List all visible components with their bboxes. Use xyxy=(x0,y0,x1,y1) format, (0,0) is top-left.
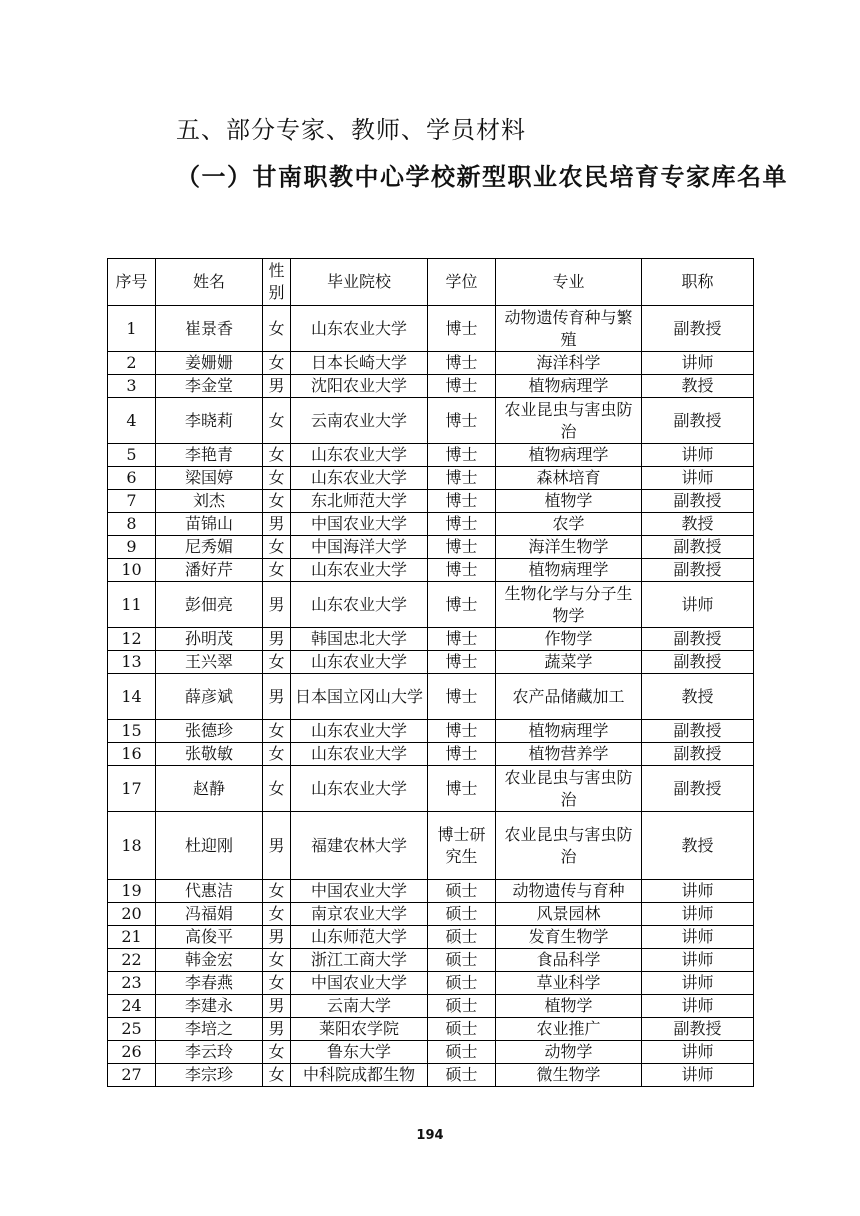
cell-name: 苗锦山 xyxy=(156,513,263,536)
cell-index: 11 xyxy=(108,582,156,628)
cell-gender: 女 xyxy=(263,536,291,559)
cell-name: 梁国婷 xyxy=(156,467,263,490)
cell-gender: 女 xyxy=(263,306,291,352)
header-cell: 职称 xyxy=(642,259,754,306)
cell-index: 21 xyxy=(108,926,156,949)
cell-title: 讲师 xyxy=(642,1041,754,1064)
cell-index: 2 xyxy=(108,352,156,375)
cell-gender: 男 xyxy=(263,1018,291,1041)
cell-gender: 女 xyxy=(263,398,291,444)
cell-degree: 博士 xyxy=(428,743,496,766)
cell-name: 姜姗姗 xyxy=(156,352,263,375)
cell-school: 中国农业大学 xyxy=(291,513,428,536)
cell-major: 农业昆虫与害虫防治 xyxy=(496,812,642,880)
cell-school: 山东师范大学 xyxy=(291,926,428,949)
cell-title: 副教授 xyxy=(642,306,754,352)
table-body xyxy=(108,306,754,1087)
table-row xyxy=(108,812,754,880)
table-row xyxy=(108,559,754,582)
table-row xyxy=(108,467,754,490)
cell-name: 崔景香 xyxy=(156,306,263,352)
cell-title: 副教授 xyxy=(642,490,754,513)
cell-title: 副教授 xyxy=(642,743,754,766)
table-row xyxy=(108,766,754,812)
cell-school: 山东农业大学 xyxy=(291,444,428,467)
cell-gender: 男 xyxy=(263,812,291,880)
cell-title: 副教授 xyxy=(642,1018,754,1041)
cell-index: 22 xyxy=(108,949,156,972)
table-row xyxy=(108,972,754,995)
cell-title: 讲师 xyxy=(642,926,754,949)
table-row xyxy=(108,949,754,972)
table-row xyxy=(108,536,754,559)
cell-index: 10 xyxy=(108,559,156,582)
cell-gender: 男 xyxy=(263,582,291,628)
cell-degree: 硕士 xyxy=(428,926,496,949)
cell-name: 冯福娟 xyxy=(156,903,263,926)
cell-name: 彭佃亮 xyxy=(156,582,263,628)
cell-school: 中国海洋大学 xyxy=(291,536,428,559)
cell-title: 副教授 xyxy=(642,559,754,582)
table-row xyxy=(108,375,754,398)
cell-name: 李金堂 xyxy=(156,375,263,398)
table-row xyxy=(108,490,754,513)
cell-index: 15 xyxy=(108,720,156,743)
cell-gender: 男 xyxy=(263,926,291,949)
cell-major: 蔬菜学 xyxy=(496,651,642,674)
table-row xyxy=(108,582,754,628)
cell-name: 李云玲 xyxy=(156,1041,263,1064)
cell-name: 李培之 xyxy=(156,1018,263,1041)
cell-name: 杜迎刚 xyxy=(156,812,263,880)
cell-index: 19 xyxy=(108,880,156,903)
cell-gender: 女 xyxy=(263,903,291,926)
expert-table xyxy=(107,258,754,1087)
cell-gender: 女 xyxy=(263,444,291,467)
cell-index: 20 xyxy=(108,903,156,926)
cell-degree: 博士 xyxy=(428,536,496,559)
cell-degree: 博士 xyxy=(428,628,496,651)
cell-gender: 女 xyxy=(263,720,291,743)
cell-index: 16 xyxy=(108,743,156,766)
table-header-row xyxy=(108,259,754,306)
cell-gender: 女 xyxy=(263,1064,291,1087)
page-number: 194 xyxy=(416,1128,444,1143)
cell-title: 教授 xyxy=(642,375,754,398)
cell-gender: 女 xyxy=(263,467,291,490)
cell-major: 食品科学 xyxy=(496,949,642,972)
cell-school: 南京农业大学 xyxy=(291,903,428,926)
cell-major: 农产品储藏加工 xyxy=(496,674,642,720)
cell-degree: 博士 xyxy=(428,651,496,674)
cell-major: 微生物学 xyxy=(496,1064,642,1087)
cell-degree: 博士 xyxy=(428,720,496,743)
cell-index: 23 xyxy=(108,972,156,995)
cell-title: 讲师 xyxy=(642,880,754,903)
cell-degree: 博士 xyxy=(428,582,496,628)
cell-gender: 男 xyxy=(263,628,291,651)
cell-major: 海洋生物学 xyxy=(496,536,642,559)
table-title: （一）甘南职教中心学校新型职业农民培育专家库名单 xyxy=(176,163,788,191)
cell-degree: 硕士 xyxy=(428,1018,496,1041)
cell-title: 副教授 xyxy=(642,628,754,651)
cell-index: 7 xyxy=(108,490,156,513)
cell-gender: 女 xyxy=(263,490,291,513)
cell-major: 作物学 xyxy=(496,628,642,651)
cell-school: 中科院成都生物 xyxy=(291,1064,428,1087)
cell-index: 9 xyxy=(108,536,156,559)
cell-title: 讲师 xyxy=(642,995,754,1018)
cell-index: 8 xyxy=(108,513,156,536)
cell-name: 韩金宏 xyxy=(156,949,263,972)
cell-index: 6 xyxy=(108,467,156,490)
cell-name: 赵静 xyxy=(156,766,263,812)
cell-school: 东北师范大学 xyxy=(291,490,428,513)
table-row xyxy=(108,444,754,467)
cell-index: 13 xyxy=(108,651,156,674)
table-row xyxy=(108,1041,754,1064)
cell-major: 农学 xyxy=(496,513,642,536)
cell-name: 王兴翠 xyxy=(156,651,263,674)
cell-index: 1 xyxy=(108,306,156,352)
table-row xyxy=(108,880,754,903)
cell-gender: 男 xyxy=(263,995,291,1018)
cell-title: 讲师 xyxy=(642,972,754,995)
cell-degree: 博士 xyxy=(428,559,496,582)
table-row xyxy=(108,1018,754,1041)
cell-school: 山东农业大学 xyxy=(291,306,428,352)
cell-school: 浙江工商大学 xyxy=(291,949,428,972)
cell-gender: 女 xyxy=(263,972,291,995)
cell-school: 山东农业大学 xyxy=(291,582,428,628)
cell-gender: 男 xyxy=(263,375,291,398)
table-row xyxy=(108,995,754,1018)
cell-major: 发育生物学 xyxy=(496,926,642,949)
cell-gender: 女 xyxy=(263,559,291,582)
cell-gender: 女 xyxy=(263,1041,291,1064)
cell-gender: 女 xyxy=(263,651,291,674)
cell-school: 福建农林大学 xyxy=(291,812,428,880)
table-row xyxy=(108,513,754,536)
cell-gender: 男 xyxy=(263,513,291,536)
cell-school: 中国农业大学 xyxy=(291,972,428,995)
cell-school: 云南大学 xyxy=(291,995,428,1018)
cell-major: 风景园林 xyxy=(496,903,642,926)
cell-name: 李宗珍 xyxy=(156,1064,263,1087)
cell-title: 教授 xyxy=(642,812,754,880)
cell-degree: 博士 xyxy=(428,766,496,812)
cell-degree: 博士 xyxy=(428,490,496,513)
table-row xyxy=(108,674,754,720)
cell-gender: 男 xyxy=(263,674,291,720)
cell-school: 山东农业大学 xyxy=(291,743,428,766)
cell-gender: 女 xyxy=(263,949,291,972)
cell-degree: 硕士 xyxy=(428,949,496,972)
cell-name: 刘杰 xyxy=(156,490,263,513)
cell-name: 孙明茂 xyxy=(156,628,263,651)
cell-degree: 博士 xyxy=(428,306,496,352)
cell-degree: 硕士 xyxy=(428,972,496,995)
cell-gender: 女 xyxy=(263,766,291,812)
cell-degree: 博士研究生 xyxy=(428,812,496,880)
cell-school: 日本长崎大学 xyxy=(291,352,428,375)
cell-index: 4 xyxy=(108,398,156,444)
table-row xyxy=(108,743,754,766)
cell-major: 农业昆虫与害虫防治 xyxy=(496,398,642,444)
cell-major: 植物病理学 xyxy=(496,444,642,467)
cell-school: 中国农业大学 xyxy=(291,880,428,903)
cell-name: 李春燕 xyxy=(156,972,263,995)
cell-school: 山东农业大学 xyxy=(291,559,428,582)
cell-major: 植物学 xyxy=(496,995,642,1018)
cell-school: 山东农业大学 xyxy=(291,766,428,812)
cell-title: 讲师 xyxy=(642,1064,754,1087)
cell-degree: 硕士 xyxy=(428,995,496,1018)
cell-degree: 博士 xyxy=(428,352,496,375)
cell-degree: 博士 xyxy=(428,375,496,398)
cell-major: 农业推广 xyxy=(496,1018,642,1041)
cell-name: 代惠洁 xyxy=(156,880,263,903)
cell-name: 张德珍 xyxy=(156,720,263,743)
cell-major: 动物遗传育种与繁殖 xyxy=(496,306,642,352)
cell-index: 27 xyxy=(108,1064,156,1087)
header-cell: 专业 xyxy=(496,259,642,306)
header-cell: 序号 xyxy=(108,259,156,306)
cell-index: 14 xyxy=(108,674,156,720)
cell-title: 副教授 xyxy=(642,536,754,559)
cell-school: 鲁东大学 xyxy=(291,1041,428,1064)
cell-school: 山东农业大学 xyxy=(291,467,428,490)
cell-index: 18 xyxy=(108,812,156,880)
cell-major: 动物遗传与育种 xyxy=(496,880,642,903)
cell-index: 12 xyxy=(108,628,156,651)
cell-gender: 女 xyxy=(263,743,291,766)
cell-school: 日本国立冈山大学 xyxy=(291,674,428,720)
cell-school: 莱阳农学院 xyxy=(291,1018,428,1041)
cell-major: 植物病理学 xyxy=(496,375,642,398)
cell-index: 5 xyxy=(108,444,156,467)
cell-major: 生物化学与分子生物学 xyxy=(496,582,642,628)
cell-name: 李晓莉 xyxy=(156,398,263,444)
section-heading: 五、部分专家、教师、学员材料 xyxy=(176,116,526,144)
cell-major: 动物学 xyxy=(496,1041,642,1064)
cell-degree: 博士 xyxy=(428,444,496,467)
cell-title: 讲师 xyxy=(642,949,754,972)
cell-title: 副教授 xyxy=(642,766,754,812)
cell-school: 山东农业大学 xyxy=(291,720,428,743)
cell-major: 农业昆虫与害虫防治 xyxy=(496,766,642,812)
cell-name: 高俊平 xyxy=(156,926,263,949)
cell-index: 24 xyxy=(108,995,156,1018)
cell-major: 植物病理学 xyxy=(496,559,642,582)
cell-title: 副教授 xyxy=(642,720,754,743)
cell-gender: 女 xyxy=(263,352,291,375)
table-row xyxy=(108,720,754,743)
cell-degree: 博士 xyxy=(428,674,496,720)
table-row xyxy=(108,903,754,926)
cell-title: 讲师 xyxy=(642,582,754,628)
cell-degree: 博士 xyxy=(428,398,496,444)
table-row xyxy=(108,1064,754,1087)
table-row xyxy=(108,926,754,949)
header-cell: 姓名 xyxy=(156,259,263,306)
cell-title: 副教授 xyxy=(642,398,754,444)
cell-degree: 博士 xyxy=(428,467,496,490)
cell-degree: 硕士 xyxy=(428,880,496,903)
cell-name: 潘好芹 xyxy=(156,559,263,582)
cell-degree: 博士 xyxy=(428,513,496,536)
cell-degree: 硕士 xyxy=(428,1064,496,1087)
cell-title: 讲师 xyxy=(642,467,754,490)
cell-name: 李艳青 xyxy=(156,444,263,467)
cell-title: 教授 xyxy=(642,513,754,536)
cell-major: 海洋科学 xyxy=(496,352,642,375)
cell-name: 尼秀媚 xyxy=(156,536,263,559)
table-row xyxy=(108,628,754,651)
cell-school: 山东农业大学 xyxy=(291,651,428,674)
header-cell: 毕业院校 xyxy=(291,259,428,306)
cell-title: 讲师 xyxy=(642,352,754,375)
cell-index: 26 xyxy=(108,1041,156,1064)
cell-title: 教授 xyxy=(642,674,754,720)
header-cell: 性别 xyxy=(263,259,291,306)
cell-title: 讲师 xyxy=(642,903,754,926)
table-row xyxy=(108,306,754,352)
cell-name: 薛彦斌 xyxy=(156,674,263,720)
cell-major: 植物营养学 xyxy=(496,743,642,766)
cell-school: 云南农业大学 xyxy=(291,398,428,444)
cell-gender: 女 xyxy=(263,880,291,903)
cell-title: 讲师 xyxy=(642,444,754,467)
cell-index: 25 xyxy=(108,1018,156,1041)
table-row xyxy=(108,651,754,674)
cell-name: 李建永 xyxy=(156,995,263,1018)
header-cell: 学位 xyxy=(428,259,496,306)
table-row xyxy=(108,398,754,444)
cell-major: 草业科学 xyxy=(496,972,642,995)
cell-index: 3 xyxy=(108,375,156,398)
cell-degree: 硕士 xyxy=(428,1041,496,1064)
cell-index: 17 xyxy=(108,766,156,812)
cell-major: 森林培育 xyxy=(496,467,642,490)
cell-major: 植物病理学 xyxy=(496,720,642,743)
table-row xyxy=(108,352,754,375)
cell-school: 沈阳农业大学 xyxy=(291,375,428,398)
cell-major: 植物学 xyxy=(496,490,642,513)
cell-title: 副教授 xyxy=(642,651,754,674)
cell-degree: 硕士 xyxy=(428,903,496,926)
cell-name: 张敬敏 xyxy=(156,743,263,766)
cell-school: 韩国忠北大学 xyxy=(291,628,428,651)
